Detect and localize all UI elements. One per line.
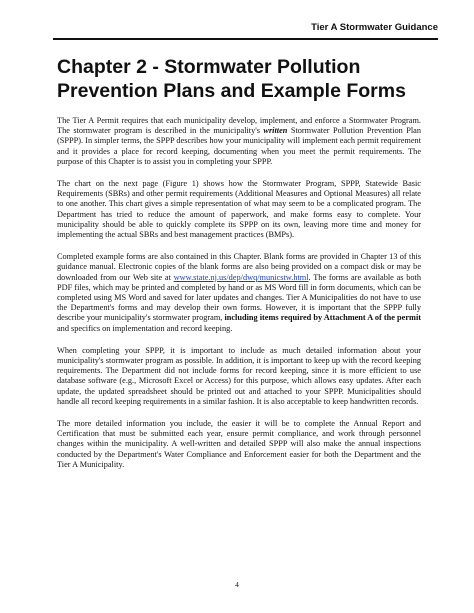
paragraph-2: The chart on the next page (Figure 1) shows how the Stormwater Program, SPPP, Statewide Basic Requirements (SBRs) and other permit requirements (Additional Measures and Optional Measures) all relate to one another. This chart gives a simple representation of what may seem to be a complicated program. The Department has tried to reduce the amount of paperwork, and make forms easy to complete. Your municipality should be able to quickly complete its SPPP on its own, leaving more time and money for implementing the actual SBRs and best management practices (BMPs).: [57, 179, 421, 240]
paragraph-1: [57, 116, 421, 167]
header-rule: [53, 38, 438, 40]
chapter-title: Chapter 2 - Stormwater Pollution Prevention Plans and Example Forms: [57, 56, 406, 102]
paragraph-1-emphasis: written: [263, 126, 288, 136]
paragraph-5: The more detailed information you include, the easier it will be to complete the Annual Report and Certification that must be submitted each year, ensure permit compliance, and work through personnel changes within the municipality. A well-written and detailed SPPP will also make the annual inspections conducted by the Department's Water Compliance and Enforcement easier for both the Department and the Tier A Municipality.: [57, 419, 421, 469]
running-header: Tier A Stormwater Guidance: [311, 22, 438, 33]
website-link[interactable]: www.state.nj.us/dep/dwq/municstw.html: [173, 272, 309, 282]
paragraph-3: [57, 252, 421, 334]
paragraph-3-text-b: . The forms are available as both PDF files, which may be printed and completed by hand or as MS Word fill in form documents, which can be completed using MS Word and saved for later updates and changes. Tier A Municipalities do not have to use the Department's forms and may develop their own forms. However, it is important that the SPPP fully describe your municipality's stormwater program,: [57, 272, 422, 323]
paragraph-3-text-a: Completed example forms are also contained in this Chapter. Blank forms are provided in Chapter 13 of this guidance manual. Electronic copies of the blank forms are also being provided on a compact disk or may be downloaded from our Web site at: [57, 252, 421, 282]
paragraph-1-text-b: Stormwater Pollution Prevention Plan (SPPP). In simpler terms, the SPPP describes how your municipality will implement each permit requirement and it provides a place for record keeping, documenting when you meet the permit requirements. The purpose of this Chapter is to assist you in completing your SPPP.: [57, 126, 421, 166]
paragraph-3-bold: including items required by Attachment A of the permit: [224, 313, 422, 323]
paragraph-4: When completing your SPPP, it is important to include as much detailed information about your municipality's stormwater program as possible. In addition, it is important to keep up with the record keeping requirements. The Department did not include forms for record keeping, since it is more efficient to use database software (e.g., Microsoft Excel or Access) for this purpose, which allows easy updates. After each update, the updated spreadsheet should be printed out and attached to your SPPP. Municipalities should handle all record keeping requirements in a similar fashion. It is also acceptable to keep handwritten records.: [57, 345, 421, 406]
paragraph-3-text-c: and specifics on implementation and record keeping.: [57, 323, 233, 333]
body-text: [57, 116, 421, 482]
page-number: 4: [235, 580, 239, 589]
paragraph-1-text-a: The Tier A Permit requires that each municipality develop, implement, and enforce a Stormwater Program. The stormwater program is described in the municipality's: [57, 116, 421, 136]
